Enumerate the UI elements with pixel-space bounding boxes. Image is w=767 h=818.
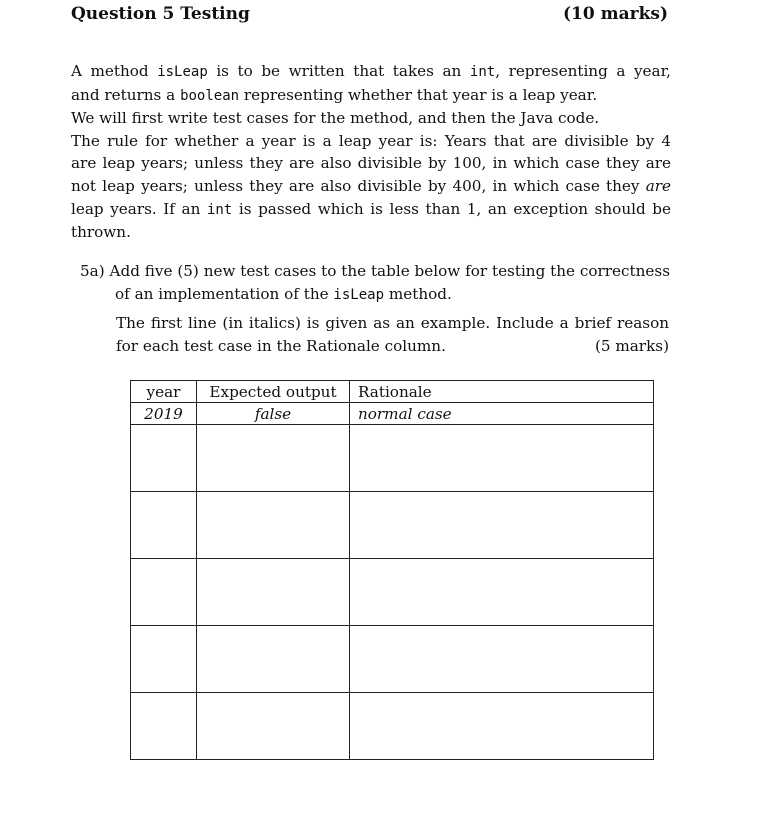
intro-line: and returns a boolean representing whether that year is a leap year.: [71, 85, 598, 104]
code-int: int: [469, 64, 496, 80]
part-label: 5a): [80, 262, 105, 280]
intro-line: leap years. If an int is passed which is less than 1, an exception should be: [71, 199, 671, 218]
table-row: [131, 626, 654, 693]
answer-cell-expected-output[interactable]: [197, 492, 350, 559]
example-year: 2019: [131, 403, 197, 425]
answer-cell-expected-output[interactable]: [197, 626, 350, 693]
question-header: [71, 4, 668, 30]
answer-cell-rationale[interactable]: [350, 693, 654, 760]
test-case-table: [130, 380, 654, 760]
code-isleap: isLeap: [333, 286, 384, 303]
part-marks: (5 marks): [594, 336, 669, 355]
answer-cell-year[interactable]: [131, 425, 197, 492]
example-rationale: normal case: [350, 403, 654, 425]
code-boolean: boolean: [180, 87, 240, 104]
instruction-line: The first line (in italics) is given as an example. Include a brief reason: [116, 314, 669, 332]
part-5a-line: 5a) Add five (5) new test cases to the table below for testing the correctness: [80, 262, 671, 280]
instruction-line: for each test case in the Rationale column. (5 marks): [116, 335, 669, 358]
code-int: int: [206, 201, 233, 218]
answer-cell-year[interactable]: [131, 559, 197, 626]
answer-cell-rationale[interactable]: [350, 492, 654, 559]
header-rationale: Rationale: [350, 381, 654, 403]
table-row: [131, 425, 654, 492]
answer-cell-year[interactable]: [131, 693, 197, 760]
intro-line: are leap years; unless they are also divisible by 100, in which case they are: [71, 154, 671, 173]
code-isleap: isLeap: [157, 64, 208, 80]
answer-cell-rationale[interactable]: [350, 559, 654, 626]
example-row: [131, 403, 654, 425]
header-expected-output: Expected output: [197, 381, 350, 403]
part-5a-line: of an implementation of the isLeap method.: [115, 284, 452, 303]
header-year: year: [131, 381, 197, 403]
table-row: [131, 693, 654, 760]
answer-cell-rationale[interactable]: [350, 626, 654, 693]
answer-cell-expected-output[interactable]: [197, 559, 350, 626]
table-row: [131, 492, 654, 559]
emphasis-are: are: [645, 176, 671, 195]
answer-cell-year[interactable]: [131, 492, 197, 559]
answer-cell-expected-output[interactable]: [197, 693, 350, 760]
intro-line: A method isLeap is to be written that takes an int, representing a year,: [71, 62, 671, 80]
part-5a: [80, 260, 670, 306]
intro-line: We will first write test cases for the method, and then the Java code.: [71, 109, 600, 128]
question-marks: (10 marks): [563, 4, 668, 24]
part-5a-instructions: [116, 312, 669, 357]
answer-cell-expected-output[interactable]: [197, 425, 350, 492]
answer-cell-rationale[interactable]: [350, 425, 654, 492]
intro-line: not leap years; unless they are also divisible by 400, in which case they are: [71, 176, 671, 195]
intro-line: The rule for whether a year is a leap year is: Years that are divisible by 4: [71, 131, 671, 150]
question-title: Question 5 Testing: [71, 4, 250, 24]
intro-line: thrown.: [71, 223, 131, 242]
answer-cell-year[interactable]: [131, 626, 197, 693]
example-expected-output: false: [197, 403, 350, 425]
table-row: [131, 559, 654, 626]
table-header-row: [131, 381, 654, 403]
question-intro: [71, 60, 671, 244]
